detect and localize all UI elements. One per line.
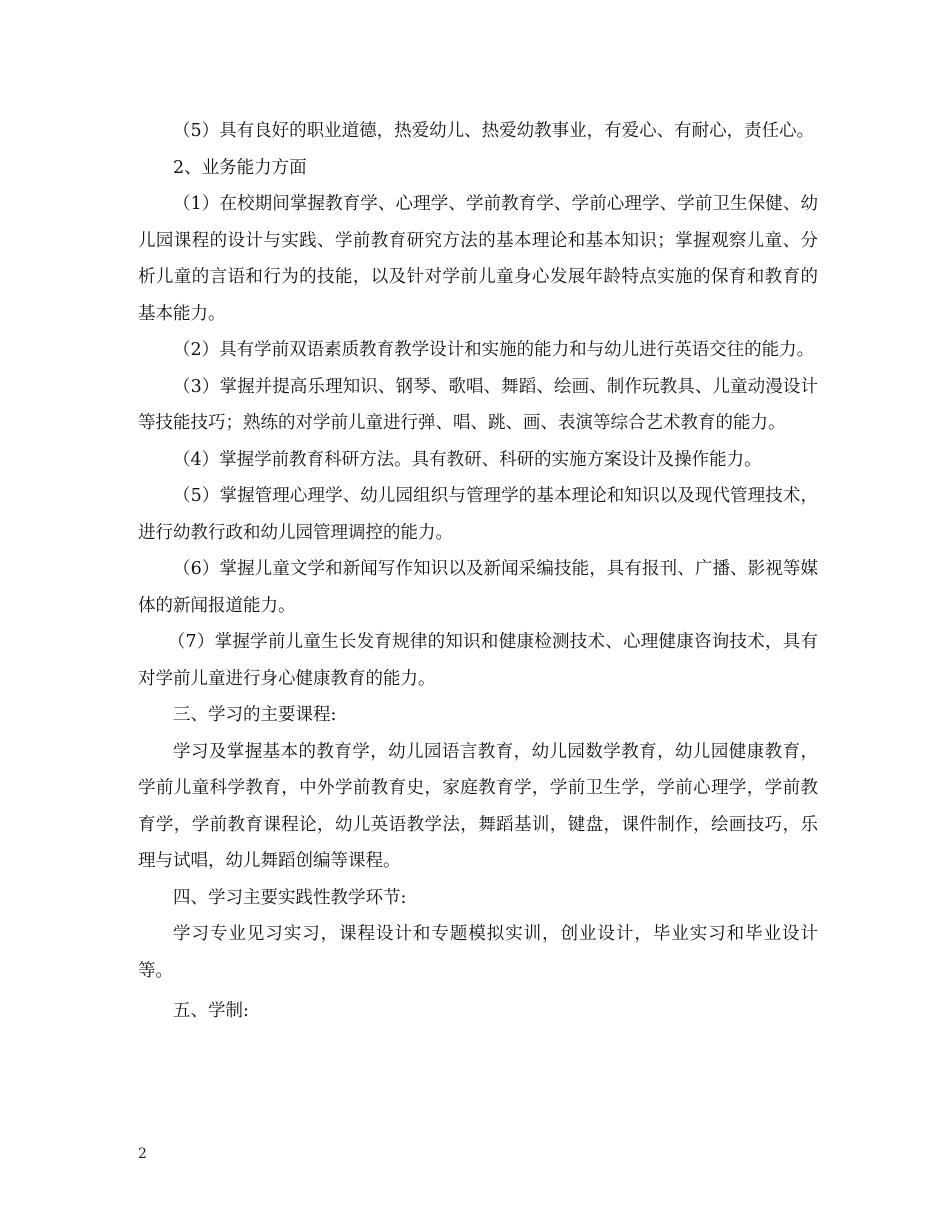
paragraph-ability-5: （5）掌握管理心理学、幼儿园组织与管理学的基本理论和知识以及现代管理技术，进行幼教行政和幼儿园管理调控的能力。: [138, 486, 818, 543]
paragraph-ability-2: （2）具有学前双语素质教育教学设计和实施的能力和与幼儿进行英语交往的能力。: [173, 340, 815, 360]
page-number: 2: [138, 1146, 147, 1162]
section-heading-practice: 四、学习主要实践性教学环节:: [173, 887, 407, 908]
paragraph-ability-1: （1）在校期间掌握教育学、心理学、学前教育学、学前心理学、学前卫生保健、幼儿园课程的设计与实践、学前教育研究方法的基本理论和基本知识；掌握观察儿童、分析儿童的言语和行为的技能，以及针对学前儿童身心发展年龄特点实施的保育和教育的基本能力。: [138, 194, 818, 324]
paragraph-practice: 学习专业见习实习，课程设计和专题模拟实训，创业设计，毕业实习和毕业设计等。: [138, 924, 818, 981]
section-heading-duration: 五、学制:: [173, 1001, 249, 1021]
paragraph-ability-7: （7）掌握学前儿童生长发育规律的知识和健康检测技术、心理健康咨询技术，具有对学前儿童进行身心健康教育的能力。: [138, 632, 818, 689]
section-heading-business-ability: 2、业务能力方面: [173, 157, 307, 178]
paragraph-main-courses: 学习及掌握基本的教育学，幼儿园语言教育，幼儿园数学教育，幼儿园健康教育，学前儿童科学教育，中外学前教育史，家庭教育学，学前卫生学，学前心理学，学前教育学，学前教育课程论，幼儿英语教学法，舞蹈基训，键盘，课件制作，绘画技巧，乐理与试唱，幼儿舞蹈创编等课程。: [138, 741, 818, 871]
paragraph-ethics: （5）具有良好的职业道德，热爱幼儿、热爱幼教事业，有爱心、有耐心，责任心。: [173, 121, 815, 141]
document-body: [138, 113, 818, 1030]
paragraph-ability-6: （6）掌握儿童文学和新闻写作知识以及新闻采编技能，具有报刊、广播、影视等媒体的新闻报道能力。: [138, 559, 818, 616]
paragraph-ability-3: （3）掌握并提高乐理知识、钢琴、歌唱、舞蹈、绘画、制作玩教具、儿童动漫设计等技能技巧；熟练的对学前儿童进行弹、唱、跳、画、表演等综合艺术教育的能力。: [138, 376, 818, 433]
section-heading-main-courses: 三、学习的主要课程:: [173, 705, 337, 725]
paragraph-ability-4: （4）掌握学前教育科研方法。具有教研、科研的实施方案设计及操作能力。: [173, 449, 762, 470]
